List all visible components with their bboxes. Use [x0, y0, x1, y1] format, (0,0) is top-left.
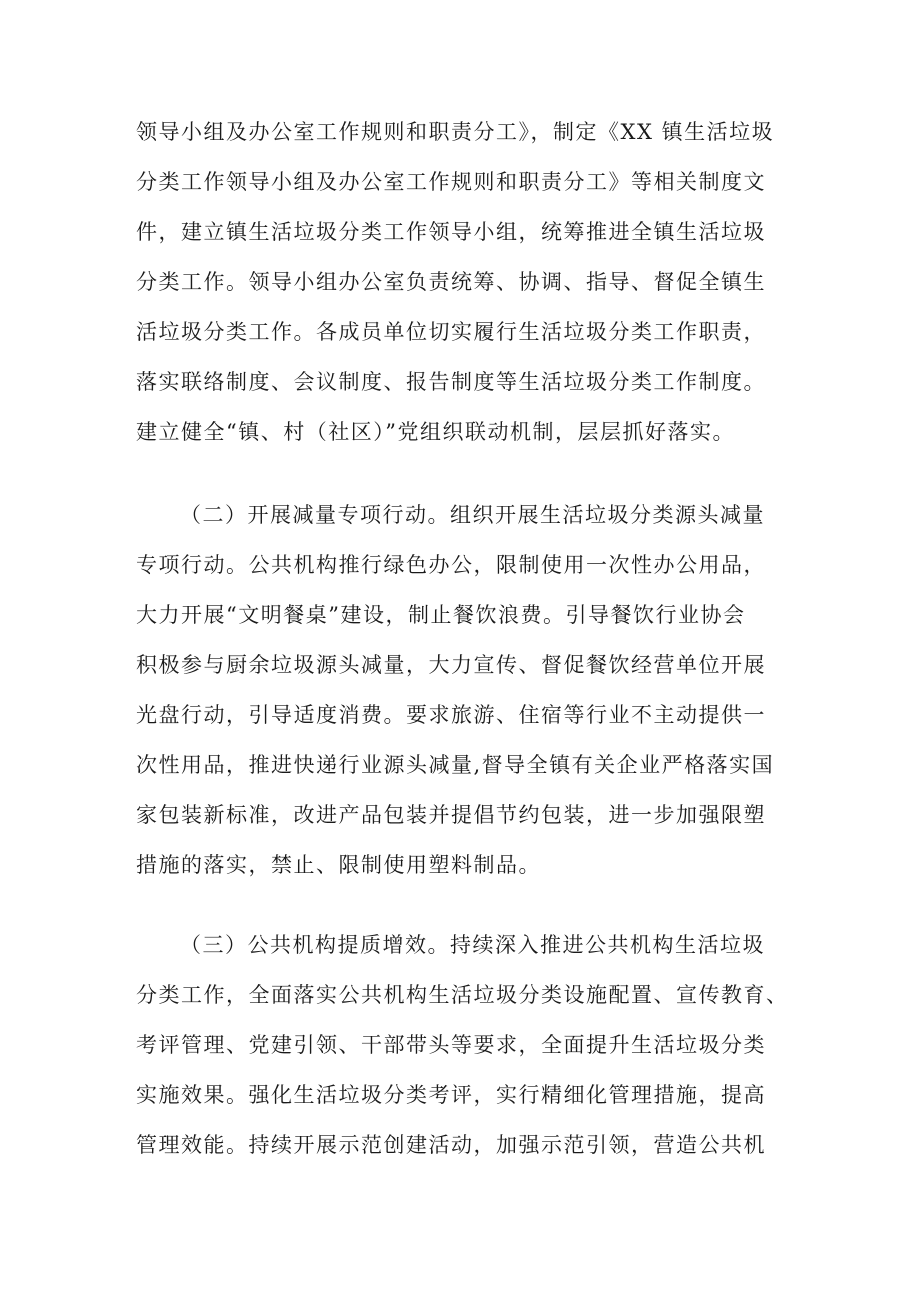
paragraph-public-institutions	[136, 920, 796, 1170]
paragraph-line: 次性用品，推进快递行业源头减量,督导全镇有关企业严格落实国	[136, 753, 775, 777]
paragraph-line: 实施效果。强化生活垃圾分类考评，实行精细化管理措施，提高	[136, 1083, 766, 1107]
paragraph-line: 专项行动。公共机构推行绿色办公，限制使用一次性办公用品，	[136, 553, 766, 577]
paragraph-line: 落实联络制度、会议制度、报告制度等生活垃圾分类工作制度。	[136, 370, 766, 394]
paragraph-line: 光盘行动，引导适度消费。要求旅游、住宿等行业不主动提供一	[136, 703, 766, 727]
paragraph-line: 领导小组及办公室工作规则和职责分工》，制定《XX 镇生活垃圾	[136, 120, 775, 144]
paragraph-reduction-action	[136, 490, 796, 890]
paragraph-line: （二）开展减量专项行动。组织开展生活垃圾分类源头减量	[180, 503, 765, 527]
paragraph-line: 措施的落实，禁止、限制使用塑料制品。	[136, 853, 541, 877]
paragraph-line: 活垃圾分类工作。各成员单位切实履行生活垃圾分类工作职责，	[136, 320, 766, 344]
paragraph-line: 建立健全“镇、村（社区）”党组织联动机制，层层抓好落实。	[136, 420, 735, 444]
paragraph-line: 考评管理、党建引领、干部带头等要求，全面提升生活垃圾分类	[136, 1033, 766, 1057]
paragraph-leadership-group	[136, 107, 796, 457]
paragraph-line: 分类工作。领导小组办公室负责统筹、协调、指导、督促全镇生	[136, 270, 766, 294]
paragraph-line: （三）公共机构提质增效。持续深入推进公共机构生活垃圾	[180, 933, 765, 957]
paragraph-line: 分类工作领导小组及办公室工作规则和职责分工》等相关制度文	[136, 170, 766, 194]
paragraph-line: 分类工作，全面落实公共机构生活垃圾分类设施配置、宣传教育、	[136, 983, 789, 1007]
paragraph-line: 管理效能。持续开展示范创建活动，加强示范引领，营造公共机	[136, 1133, 766, 1157]
paragraph-line: 件，建立镇生活垃圾分类工作领导小组，统筹推进全镇生活垃圾	[136, 220, 766, 244]
paragraph-line: 积极参与厨余垃圾源头减量，大力宣传、督促餐饮经营单位开展	[136, 653, 766, 677]
paragraph-line: 大力开展“文明餐桌”建设，制止餐饮浪费。引导餐饮行业协会	[136, 603, 746, 627]
paragraph-line: 家包装新标准，改进产品包装并提倡节约包装，进一步加强限塑	[136, 803, 766, 827]
